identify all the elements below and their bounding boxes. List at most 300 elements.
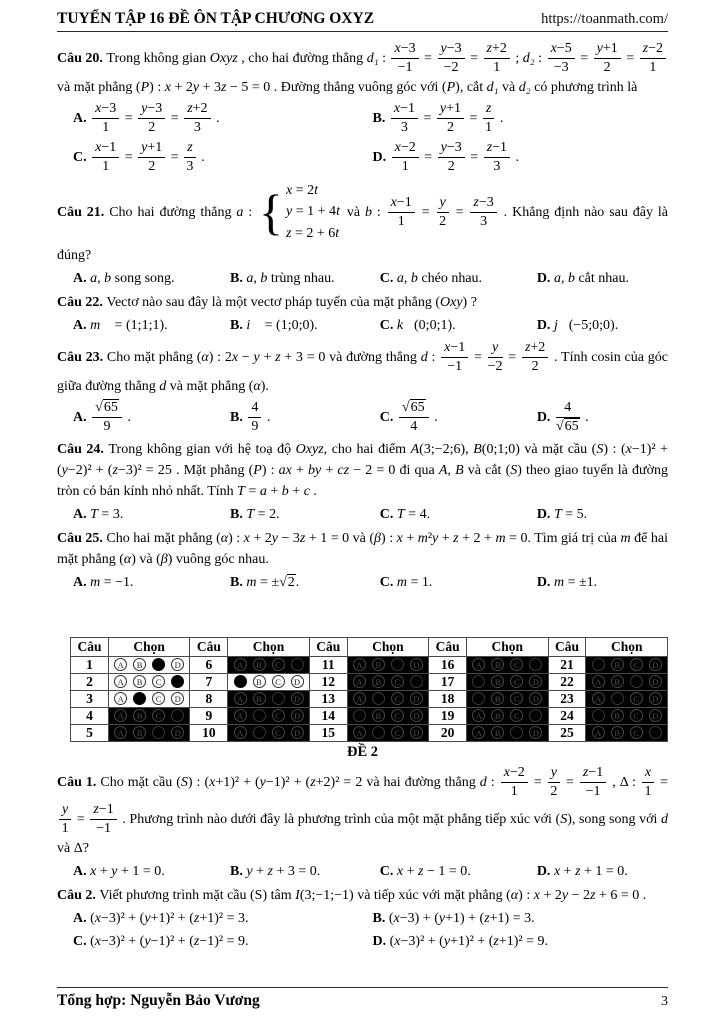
bubble-a: A bbox=[234, 726, 247, 739]
answer-cell bbox=[108, 725, 189, 742]
numerator: z+2 bbox=[184, 101, 210, 119]
bubble-a: A bbox=[353, 658, 366, 671]
math-var: j⃗ bbox=[553, 317, 569, 333]
question-cau-22 bbox=[57, 292, 668, 336]
numerator: 4 bbox=[248, 400, 261, 418]
bubble-b: B bbox=[253, 692, 266, 705]
math-var: x bbox=[396, 864, 404, 880]
bubble-c: C bbox=[391, 726, 404, 739]
bubble-c: C bbox=[630, 658, 643, 671]
math-var: α bbox=[220, 531, 229, 546]
document-title: TUYỂN TẬP 16 ĐỀ ÔN TẬP CHƯƠNG OXYZ bbox=[57, 10, 375, 27]
numerator: y−3 bbox=[438, 140, 465, 158]
math-var: y bbox=[141, 140, 148, 156]
math-var: x bbox=[553, 864, 561, 880]
math-var: x bbox=[550, 41, 557, 56]
option-d: D. m = ±1. bbox=[536, 575, 598, 590]
bubble-a: A bbox=[114, 675, 127, 688]
math-var: Oxyz bbox=[209, 50, 238, 66]
bubble-c: C bbox=[510, 658, 523, 671]
option-c: C. k⃗(0;0;1). bbox=[379, 317, 456, 333]
numerator: x−1 bbox=[391, 101, 418, 119]
question-number: 7 bbox=[190, 674, 228, 691]
numerator: y−3 bbox=[438, 41, 465, 59]
answer-key-table bbox=[70, 637, 668, 742]
math-var: x bbox=[644, 765, 652, 780]
fraction bbox=[548, 41, 575, 76]
col-header-chon: Chọn bbox=[228, 638, 309, 657]
option-label: A. bbox=[73, 507, 91, 522]
option-label: B. bbox=[230, 317, 247, 333]
option-d: D. T = 5. bbox=[536, 507, 588, 522]
denominator: 9 bbox=[103, 418, 111, 434]
answer-cell bbox=[347, 657, 428, 674]
question-label: Câu 21. bbox=[57, 204, 110, 220]
option-label: B. bbox=[230, 575, 247, 590]
math-var: d₁ bbox=[486, 80, 499, 96]
system-lines bbox=[286, 180, 340, 245]
math-var: m bbox=[90, 575, 101, 590]
numerator bbox=[92, 400, 122, 418]
denominator bbox=[556, 418, 580, 435]
bubble-d: D bbox=[649, 658, 662, 671]
question-stem: Câu 24. Trong không gian với hệ toạ độ Oxyz, cho hai điểm A(3;−2;6), B(0;1;0) và mặt cầu (S) : (x−1)² + (y−2)² + (z−3)² = 25 . Mặt phẳng (P) : ax + by + cz − 2 = 0 đi qua A, B và cắt (S) theo giao tuyến là đường tròn có bán kính nhỏ nhất. Tính T = a + b + c . bbox=[57, 442, 669, 499]
math-var: y bbox=[491, 339, 499, 355]
denominator: 1 bbox=[397, 213, 405, 229]
denominator: 3 bbox=[493, 159, 501, 175]
selected-bubble-c bbox=[391, 658, 404, 671]
math-var: α bbox=[123, 552, 132, 567]
math-var: S bbox=[510, 463, 518, 478]
denominator: −3 bbox=[553, 60, 569, 76]
selected-bubble-a bbox=[472, 692, 485, 705]
option-label: B. bbox=[230, 270, 247, 286]
option-a: A. $\frac{x-3}{1}$ = $\frac{y-3}{2}$ = $\frac{z+2}{3}$ . bbox=[73, 101, 220, 136]
options bbox=[57, 268, 668, 289]
options bbox=[57, 100, 668, 176]
bubble-b: B bbox=[491, 692, 504, 705]
math-var: z bbox=[589, 888, 596, 904]
question-cau-23 bbox=[57, 339, 668, 436]
bubble-a: A bbox=[472, 709, 485, 722]
answer-cell bbox=[347, 725, 428, 742]
math-var: x bbox=[209, 774, 216, 790]
denominator: 1 bbox=[61, 821, 69, 837]
question-label: Câu 20. bbox=[57, 50, 107, 66]
bubble-d: D bbox=[171, 692, 184, 705]
math-var: y bbox=[439, 194, 446, 210]
selected-bubble-c bbox=[630, 675, 643, 688]
option-label: A. bbox=[73, 111, 91, 126]
bubble-b: B bbox=[372, 675, 385, 688]
answer-cell bbox=[586, 708, 668, 725]
question-number: 20 bbox=[429, 725, 467, 742]
selected-bubble-b bbox=[372, 726, 385, 739]
bubble-a: A bbox=[114, 658, 127, 671]
numerator: x−3 bbox=[92, 101, 119, 119]
options bbox=[57, 861, 668, 882]
option-label: D. bbox=[536, 507, 554, 522]
selected-bubble-c bbox=[152, 658, 165, 671]
math-var: a bbox=[553, 270, 561, 286]
numerator: z+2 bbox=[484, 41, 510, 59]
math-var: z bbox=[93, 802, 99, 818]
bubble-a: A bbox=[472, 726, 485, 739]
option-label: C. bbox=[73, 934, 91, 950]
option-label: D. bbox=[536, 409, 554, 425]
math-var: z bbox=[310, 774, 316, 790]
math-var: z bbox=[187, 101, 193, 117]
math-var: b bbox=[104, 270, 112, 286]
option-label: C. bbox=[379, 507, 397, 522]
bubble-a: A bbox=[592, 692, 605, 705]
math-var: x bbox=[393, 911, 400, 927]
option-a: A. (x−3)² + (y+1)² + (z+1)² = 3. bbox=[73, 911, 249, 927]
math-var: z bbox=[275, 349, 281, 365]
option-c: C. x + z − 1 = 0. bbox=[379, 864, 471, 880]
bubble-d: D bbox=[410, 709, 423, 722]
sqrt bbox=[95, 399, 119, 415]
math-var: m bbox=[396, 575, 408, 590]
math-var: y bbox=[596, 41, 603, 56]
option-d: D. $\frac{x-2}{1}$ = $\frac{y-3}{2}$ = $\frac{z-1}{3}$ . bbox=[372, 140, 520, 175]
denominator: 2 bbox=[148, 159, 156, 175]
math-var: z bbox=[286, 225, 292, 241]
denominator: 3 bbox=[186, 159, 194, 175]
option-label: C. bbox=[379, 575, 397, 590]
bubble-b: B bbox=[133, 675, 146, 688]
math-var: B bbox=[473, 442, 482, 457]
math-var: y bbox=[443, 934, 451, 950]
question-number: 3 bbox=[71, 691, 109, 708]
option-label: B. bbox=[372, 111, 389, 126]
option-b: B. $\frac{4}{9}$ . bbox=[230, 399, 271, 434]
fraction bbox=[90, 802, 116, 837]
math-var: x bbox=[90, 864, 97, 880]
col-header-chon: Chọn bbox=[108, 638, 189, 657]
question-stem: Câu 2. Viết phương trình mặt cầu (S) tâm I(3;−1;−1) và tiếp xúc với mặt phẳng (α) : x + 2y − 2z + 6 = 0 . bbox=[57, 888, 647, 904]
bubble-b: B bbox=[372, 658, 385, 671]
math-var: z bbox=[575, 864, 581, 880]
math-var: z bbox=[193, 911, 200, 927]
selected-bubble-b bbox=[611, 692, 624, 705]
math-var: d₂ bbox=[518, 80, 531, 96]
math-var: P bbox=[140, 80, 150, 96]
bubble-b: B bbox=[133, 658, 146, 671]
fraction bbox=[138, 140, 165, 175]
compiler-credit: Tổng hợp: Nguyễn Bảo Vương bbox=[57, 992, 260, 1009]
answer-cell bbox=[586, 657, 668, 674]
answer-cell bbox=[586, 725, 668, 742]
math-var: d bbox=[159, 378, 167, 394]
fraction bbox=[642, 765, 654, 800]
fraction bbox=[548, 765, 560, 800]
denominator: −1 bbox=[397, 60, 413, 76]
option-label: C. bbox=[379, 864, 397, 880]
math-var: T bbox=[553, 507, 562, 522]
col-header-cau: Câu bbox=[429, 638, 467, 657]
option-b: B. y + z + 3 = 0. bbox=[230, 864, 321, 880]
bubble-c: C bbox=[391, 692, 404, 705]
math-var: z bbox=[493, 934, 499, 950]
math-var: y bbox=[259, 774, 266, 790]
option-label: A. bbox=[73, 575, 91, 590]
bubble-d: D bbox=[529, 692, 542, 705]
fraction bbox=[92, 400, 122, 435]
option-c: C. $\frac{√65}{4}$ . bbox=[379, 399, 438, 434]
answer-cell bbox=[467, 691, 548, 708]
option-d: D. j⃗(−5;0;0). bbox=[536, 317, 619, 333]
col-header-cau: Câu bbox=[71, 638, 109, 657]
denominator: −1 bbox=[585, 784, 601, 800]
bubble-c: C bbox=[630, 692, 643, 705]
math-var: y bbox=[62, 802, 69, 818]
question-cau-24 bbox=[57, 439, 668, 525]
math-var: d bbox=[661, 812, 668, 827]
radical-sign: √ bbox=[555, 418, 564, 434]
bubble-c: C bbox=[152, 692, 165, 705]
math-var: A bbox=[438, 463, 448, 478]
bubble-c: C bbox=[510, 675, 523, 688]
fraction bbox=[522, 340, 548, 375]
math-var: z bbox=[484, 911, 490, 927]
math-var: b bbox=[260, 270, 268, 286]
bubble-c: C bbox=[272, 709, 285, 722]
option-d: D. x + z + 1 = 0. bbox=[536, 864, 628, 880]
option-b: B. i⃗ = (1;0;0). bbox=[230, 317, 318, 333]
math-var: x bbox=[286, 182, 293, 198]
numerator: z+2 bbox=[522, 340, 548, 358]
table-row bbox=[71, 691, 668, 708]
math-var: S bbox=[596, 442, 604, 457]
numerator: x−5 bbox=[548, 41, 575, 59]
selected-bubble-b bbox=[253, 709, 266, 722]
math-var: y bbox=[246, 864, 253, 880]
math-var: x bbox=[625, 442, 632, 457]
table-header-row bbox=[71, 638, 668, 657]
math-var: x bbox=[95, 101, 102, 117]
col-header-chon: Chọn bbox=[347, 638, 428, 657]
col-header-cau: Câu bbox=[309, 638, 347, 657]
question-number: 6 bbox=[190, 657, 228, 674]
question-cau-20 bbox=[57, 40, 668, 177]
numerator: z−1 bbox=[90, 802, 116, 820]
math-var: y bbox=[440, 41, 447, 56]
question-number: 16 bbox=[429, 657, 467, 674]
option-label: C. bbox=[73, 150, 91, 166]
numerator bbox=[548, 765, 560, 783]
system-line: x = 2t bbox=[286, 182, 319, 198]
numerator: x−2 bbox=[501, 765, 528, 783]
system-line: y = 1 + 4t bbox=[286, 204, 340, 220]
bubble-c: C bbox=[630, 709, 643, 722]
option-label: D. bbox=[536, 317, 554, 333]
bubble-d: D bbox=[410, 692, 423, 705]
bubble-d: D bbox=[529, 726, 542, 739]
option-label: A. bbox=[73, 409, 91, 425]
numerator bbox=[642, 765, 654, 783]
question-number: 17 bbox=[429, 674, 467, 691]
numerator bbox=[483, 101, 494, 119]
bubble-d: D bbox=[649, 675, 662, 688]
fraction bbox=[59, 802, 71, 837]
col-header-cau: Câu bbox=[190, 638, 228, 657]
numerator: z−2 bbox=[640, 41, 666, 59]
question-label: Câu 2. bbox=[57, 888, 100, 904]
bubble-c: C bbox=[272, 658, 285, 671]
math-var: z bbox=[418, 864, 424, 880]
table-row bbox=[71, 708, 668, 725]
options bbox=[57, 315, 668, 336]
selected-bubble-d bbox=[529, 658, 542, 671]
numerator: z−1 bbox=[484, 140, 510, 158]
numerator: y+1 bbox=[437, 101, 464, 119]
math-var: x bbox=[396, 531, 403, 546]
question-number: 14 bbox=[309, 708, 347, 725]
math-var: S bbox=[180, 774, 188, 790]
math-var: y bbox=[144, 934, 151, 950]
numerator bbox=[399, 400, 429, 418]
option-c: C. m = 1. bbox=[379, 575, 433, 590]
option-label: A. bbox=[73, 911, 91, 927]
math-var: d₂ bbox=[522, 50, 535, 66]
denominator: −1 bbox=[96, 821, 111, 837]
selected-bubble-c bbox=[152, 726, 165, 739]
math-var: d₁ bbox=[366, 50, 379, 66]
fraction bbox=[580, 765, 606, 800]
numerator bbox=[437, 195, 449, 213]
question-number: 1 bbox=[71, 657, 109, 674]
selected-bubble-d bbox=[171, 709, 184, 722]
answer-cell bbox=[228, 674, 309, 691]
fraction bbox=[556, 400, 580, 435]
option-c: C. T = 4. bbox=[379, 507, 431, 522]
numerator: y+1 bbox=[138, 140, 165, 158]
denominator: 9 bbox=[251, 418, 259, 434]
fraction bbox=[470, 195, 496, 230]
bubble-d: D bbox=[291, 692, 304, 705]
bubble-d: D bbox=[649, 692, 662, 705]
bubble-a: A bbox=[592, 675, 605, 688]
numerator: x−3 bbox=[391, 41, 418, 59]
question-number: 23 bbox=[548, 691, 586, 708]
question-label: Câu 1. bbox=[57, 774, 101, 790]
col-header-chon: Chọn bbox=[586, 638, 668, 657]
math-var: m bbox=[553, 575, 565, 590]
question-stem: Câu 25. Cho hai mặt phẳng (α) : x + 2y − 3z + 1 = 0 và (β) : x + m²y + z + 2 + m = 0. Tìm giá trị của m để hai mặt phẳng (α) và (β) vuông góc nhau. bbox=[57, 531, 668, 567]
options bbox=[57, 572, 668, 593]
fraction bbox=[484, 140, 510, 175]
denominator: −2 bbox=[443, 60, 459, 76]
bubble-d: D bbox=[410, 658, 423, 671]
answer-cell bbox=[108, 708, 189, 725]
math-var: y bbox=[61, 463, 68, 478]
option-label: D. bbox=[536, 864, 554, 880]
math-var: x bbox=[243, 531, 250, 546]
denominator: 1 bbox=[485, 120, 493, 136]
option-a: A. m⃗ = (1;1;1). bbox=[73, 317, 168, 333]
denominator: 2 bbox=[439, 213, 447, 229]
option-d: D. a, b cắt nhau. bbox=[536, 270, 629, 286]
fraction bbox=[483, 101, 494, 136]
fraction bbox=[501, 765, 528, 800]
selected-bubble-a bbox=[592, 658, 605, 671]
math-var: T bbox=[90, 507, 98, 522]
system-line: z = 2 + 6t bbox=[286, 225, 340, 241]
options bbox=[57, 908, 668, 952]
math-var: z bbox=[473, 194, 479, 210]
selected-bubble-d bbox=[291, 658, 304, 671]
bubble-a: A bbox=[592, 726, 605, 739]
option-label: B. bbox=[230, 864, 247, 880]
bubble-c: C bbox=[272, 726, 285, 739]
math-var: b bbox=[364, 204, 372, 220]
bubble-b: B bbox=[611, 709, 624, 722]
answer-cell bbox=[467, 725, 548, 742]
denominator: 3 bbox=[480, 213, 488, 229]
math-var: z bbox=[299, 531, 306, 546]
fraction bbox=[438, 140, 465, 175]
math-var: b bbox=[281, 484, 289, 499]
numerator: y+1 bbox=[594, 41, 621, 59]
math-var: m bbox=[620, 531, 631, 546]
math-var: k⃗ bbox=[396, 317, 415, 333]
selected-bubble-c bbox=[272, 692, 285, 705]
question-number: 24 bbox=[548, 708, 586, 725]
math-var: c bbox=[303, 484, 310, 499]
bubble-b: B bbox=[133, 709, 146, 722]
denominator: 1 bbox=[401, 159, 409, 175]
answer-cell bbox=[108, 691, 189, 708]
options bbox=[57, 504, 668, 525]
math-var: t bbox=[314, 182, 319, 198]
math-var: a bbox=[90, 270, 98, 286]
fraction bbox=[248, 400, 261, 435]
math-var: b bbox=[410, 270, 418, 286]
option-label: C. bbox=[379, 317, 397, 333]
answer-cell bbox=[347, 674, 428, 691]
math-var: z bbox=[453, 531, 459, 546]
option-c: C. (x−3)² + (y−1)² + (z−1)² = 9. bbox=[73, 934, 249, 950]
option-b: B. $\frac{x-1}{3}$ = $\frac{y+1}{2}$ = $\frac{z}{1}$ . bbox=[372, 101, 504, 136]
math-var: a bbox=[396, 270, 404, 286]
option-label: C. bbox=[379, 270, 397, 286]
math-var: m bbox=[417, 531, 428, 546]
numerator bbox=[59, 802, 71, 820]
math-var: Oxyz bbox=[295, 442, 324, 457]
math-var: x bbox=[394, 140, 401, 156]
math-var: x bbox=[394, 41, 401, 56]
question-number: 2 bbox=[71, 674, 109, 691]
page-body bbox=[57, 40, 668, 955]
option-d: D. (x−3)² + (y+1)² + (z+1)² = 9. bbox=[372, 934, 548, 950]
answer-cell bbox=[467, 657, 548, 674]
question-number: 10 bbox=[190, 725, 228, 742]
math-var: β bbox=[374, 531, 382, 546]
math-var: z bbox=[486, 140, 493, 156]
question-label: Câu 23. bbox=[57, 349, 107, 365]
radical-sign: √ bbox=[95, 399, 103, 415]
answer-cell bbox=[347, 691, 428, 708]
math-var: T bbox=[237, 484, 245, 499]
selected-bubble-a bbox=[592, 709, 605, 722]
math-var: A bbox=[410, 442, 420, 457]
radical-sign: √ bbox=[279, 575, 287, 590]
bubble-c: C bbox=[152, 675, 165, 688]
option-a: A. a, b song song. bbox=[73, 270, 175, 286]
math-var: P bbox=[253, 463, 262, 478]
numerator: x−1 bbox=[388, 195, 415, 213]
